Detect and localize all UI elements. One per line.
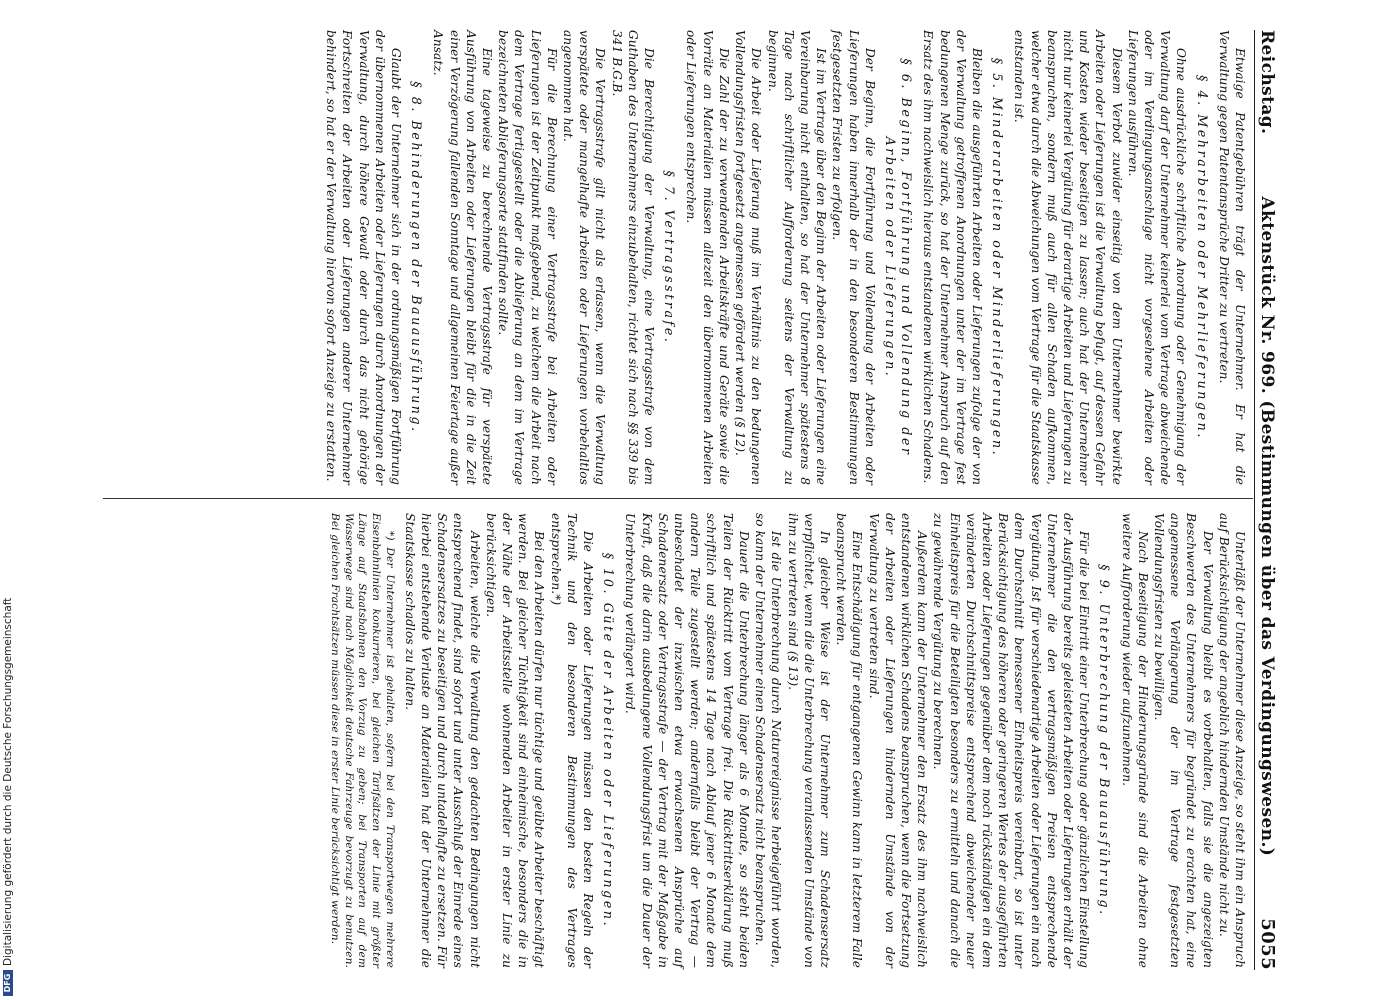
section-heading: § 9. Unterbrechung der Bauausführung. <box>1097 564 1113 917</box>
digitization-credit <box>2 598 14 996</box>
credit-text: Digitalisierung gefördert durch die Deutsche Forschungsgemeinschaft <box>2 597 14 966</box>
paragraph: Ist die Unterbrechung durch Naturereignisse herbeigeführt worden, so kann der Unternehmer einen Schadensersatz nicht beanspruchen. <box>753 513 784 968</box>
page-number: 5055 <box>1257 918 1278 970</box>
paragraph: Glaubt der Unternehmer sich in der ordnungsmäßigen Fortführung der übernommenen Arbeiten oder Lieferungen durch Anordnungen der Verwaltung, durch höhere Gewalt oder durch das nicht gehörige Fortschreiten der Arbeiten oder Lieferungen anderer Unternehmer behindert, so hat er der Verwaltung hiervon sofort Anzeige zu erstatten. <box>324 30 404 485</box>
paragraph: Diesem Verbot zuwider einseitig von dem Unternehmer bewirkte Arbeiten oder Lieferungen ist die Verwaltung befugt, auf dessen Gefahr und Kosten wieder beseitigen zu lassen; auch hat der Unternehmer nicht nur keinerlei Vergütung für derartige Arbeiten und Lieferungen zu beanspruchen, sondern muß auch für allen Schaden aufkommen, welcher etwa durch die Abweichungen vom Vertrage für die Staatskasse entstanden ist. <box>1012 30 1124 485</box>
paragraph: Außerdem kann der Unternehmer den Ersatz des ihm nachweislich entstandenen wirklichen Schadens beanspruchen, wenn die Fortsetzung der Arbeiten oder Lieferungen hindernden Umstände von der Verwaltung zu vertreten sind. <box>866 513 930 968</box>
header-title: Aktenstück Nr. 969. (Bestimmungen über das Verdingungswesen.) <box>1257 196 1277 857</box>
section-heading: § 5. Minderarbeiten oder Minderlieferungen. <box>990 57 1006 458</box>
paragraph: Für die Berechnung einer Vertragsstrafe bei Arbeiten oder Lieferungen ist der Zeitpunkt maßgebend, zu welchem die Arbeit nach dem Vertrage fertiggestellt oder die Ablieferung an dem im Vertrage bezeichneten Ablieferungsorte stattfinden sollte. <box>496 30 559 485</box>
paragraph: Nach Beseitigung der Hinderungsgründe sind die Arbeiten ohne weitere Aufforderung wieder aufzunehmen. <box>1119 513 1150 968</box>
paragraph: Bleiben die ausgeführten Arbeiten oder Lieferungen zufolge der von der Verwaltung getroffenen Anordnungen unter der im Vertrage fest bedungenen Menge zurück, so hat der Unternehmer Anspruch auf den Ersatz des ihm nachweislich hieraus entstandenen wirklichen Schadens. <box>921 30 984 485</box>
paragraph: Bei den Arbeiten dürfen nur tüchtige und geübte Arbeiter beschäftigt werden. Bei gleicher Tüchtigkeit sind einheimische, besonders die in der Nähe der Arbeitsstelle wohnenden Arbeiter in erster Linie zu berücksichtigen. <box>483 513 547 968</box>
footnote: *) Der Unternehmer ist gehalten, sofern bei den Transportwegen mehrere Eisenbahnlinien konkurrieren, bei gleichen Tarifsätzen der Linie mit größter Länge auf Staatsbahnen den Vorzug zu geben; bei Transporten auf dem Wasserwege sind nach Möglichkeit deutsche Fahrzeuge bevorzugt zu benutzen. Bei gleichen Frachtsätzen müssen diese in erster Linie berücksichtigt werden. <box>329 513 396 968</box>
paragraph: Die Arbeiten oder Lieferungen müssen den besten Regeln der Technik und den besonderen Bestimmungen des Vertrages entsprechen.*) <box>548 513 596 968</box>
section-heading: § 4. Mehrarbeiten oder Mehrlieferungen. <box>1194 75 1210 440</box>
paragraph: In gleicher Weise ist der Unternehmer zum Schadensersatz verpflichtet, wenn die die Unterbrechung veranlassenden Umstände von ihm zu vertreten sind (§ 13). <box>785 513 832 968</box>
right-column <box>328 513 1248 968</box>
paragraph: Für die bei Eintritt einer Unterbrechung oder gänzlichen Einstellung der Ausführung bereits geleisteten Arbeiten oder Lieferungen erhält der Unternehmer die den vertragsmäßigen Preisen entsprechende Vergütung. Ist für verschiedenartige Arbeiten oder Lieferungen ein nach dem Durchschnitt bemessener Einheitspreis vereinbart, so ist unter Berücksichtigung des höheren oder geringeren Wertes der ausgeführten Arbeiten oder Lieferungen gegenüber dem noch rückständigen ein dem veränderten Durchschnittspreise entsprechend abweichender neuer Einheitspreis für die Beteiligten besonders zu ermitteln und danach die zu gewährende Vergütung zu berechnen. <box>931 513 1092 968</box>
paragraph: Die Zahl der zu verwendenden Arbeitskräfte und Geräte sowie die Vorräte an Materialien müssen allezeit den übernommenen Arbeiten oder Lieferungen entsprechen. <box>684 30 731 485</box>
paragraph: Die Arbeit oder Lieferung muß im Verhältnis zu den bedungenen Vollendungsfristen fortgesetzt angemessen gefördert werden (§ 12). <box>733 30 764 485</box>
paragraph: Etwaige Patentgebühren trägt der Unternehmer. Er hat die Verwaltung gegen Patentansprüche Dritter zu vertreten. <box>1216 30 1247 485</box>
paragraph: Eine tageweise zu berechnende Vertragsstrafe für verspätete Ausführung von Arbeiten oder Lieferungen bleibt für die in die Zeit einer Verzögerung fallenden Sonntage und allgemeinen Feiertage außer Ansatz. <box>431 30 495 485</box>
page-header <box>1257 30 1278 970</box>
section-heading: § 10. Güte der Arbeiten oder Lieferungen. <box>601 552 617 929</box>
paragraph: Eine Entschädigung für entgangenen Gewinn kann in letzterem Falle beansprucht werden. <box>834 513 865 968</box>
paragraph: Ohne ausdrückliche schriftliche Anordnung oder Genehmigung der Verwaltung darf der Unternehmer keinerlei vom Vertrage abweichende oder im Verdingungsanschlage nicht vorgesehene Arbeiten oder Lieferungen ausführen. <box>1125 30 1189 485</box>
paragraph: Ist im Vertrage über den Beginn der Arbeiten oder Lieferungen eine Vereinbarung nicht enthalten, so hat der Unternehmer spätestens 8 Tage nach schriftlicher Aufforderung seitens der Verwaltung zu beginnen. <box>765 30 829 485</box>
dfg-logo-icon: DFG <box>3 970 13 996</box>
paragraph: Dauert die Unterbrechung länger als 6 Monate, so steht beiden Teilen der Rücktritt vom Vertrage frei. Die Rücktrittserklärung muß schriftlich und spätestens 14 Tage nach Ablauf jener 6 Monate dem andern Teile zugestellt werden; andernfalls bleibt der Vertrag — unbeschadet der inzwischen etwa erwachsenen Ansprüche auf Schadenersatz oder Vertragsstrafe — der Vertrag mit der Maßgabe in Kraft, daß die darin ausbedungene Vollendungsfrist um die Dauer der Unterbrechung verlängert wird. <box>623 513 751 968</box>
section-heading: § 7. Vertragsstrafe. <box>662 170 678 345</box>
header-rule <box>1254 30 1255 970</box>
paragraph: Unterläßt der Unternehmer diese Anzeige, so steht ihm ein Anspruch auf Berücksichtigung der angeblich hindernden Umstände nicht zu. <box>1216 513 1247 968</box>
left-column <box>323 30 1248 485</box>
section-heading: § 6. Beginn, Fortführung und Vollendung der Arbeiten oder Lieferungen. <box>882 58 915 457</box>
paragraph: Der Beginn, die Fortführung und Vollendung der Arbeiten oder Lieferungen haben innerhalb der in den besonderen Bestimmungen festgesetzten Fristen zu erfolgen. <box>830 30 877 485</box>
header-left: Reichstag. <box>1257 30 1277 135</box>
column-divider <box>103 498 1253 499</box>
paragraph: Die Vertragsstrafe gilt nicht als erlassen, wenn die Verwaltung verspätete oder mangelhafte Arbeiten oder Lieferungen vorbehaltlos angenommen hat. <box>561 30 608 485</box>
paragraph: Der Verwaltung bleibt es vorbehalten, falls sie die angezeigten Beschwerden des Unternehmers für begründet zu erachten hat, eine angemessene Verlängerung der im Vertrage festgesetzten Vollendungsfristen zu bewilligen. <box>1151 513 1215 968</box>
section-heading: § 8. Behinderungen der Bauausführung. <box>409 81 425 434</box>
paragraph: Die Berechtigung der Verwaltung, eine Vertragsstrafe von dem Guthaben des Unternehmers einzubehalten, richtet sich nach §§ 339 bis 341 B.G.B. <box>609 30 657 485</box>
paragraph: Arbeiten, welche die Verwaltung den gedachten Bedingungen nicht entsprechend findet, sind sofort und unter Ausschluß der Einrede eines Schadensersatzes zu beseitigen und durch untadelhafte zu ersetzen. Für hierbei entstehende Verluste an Materialien hat der Unternehmer die Staatskasse schadlos zu halten. <box>402 513 482 968</box>
